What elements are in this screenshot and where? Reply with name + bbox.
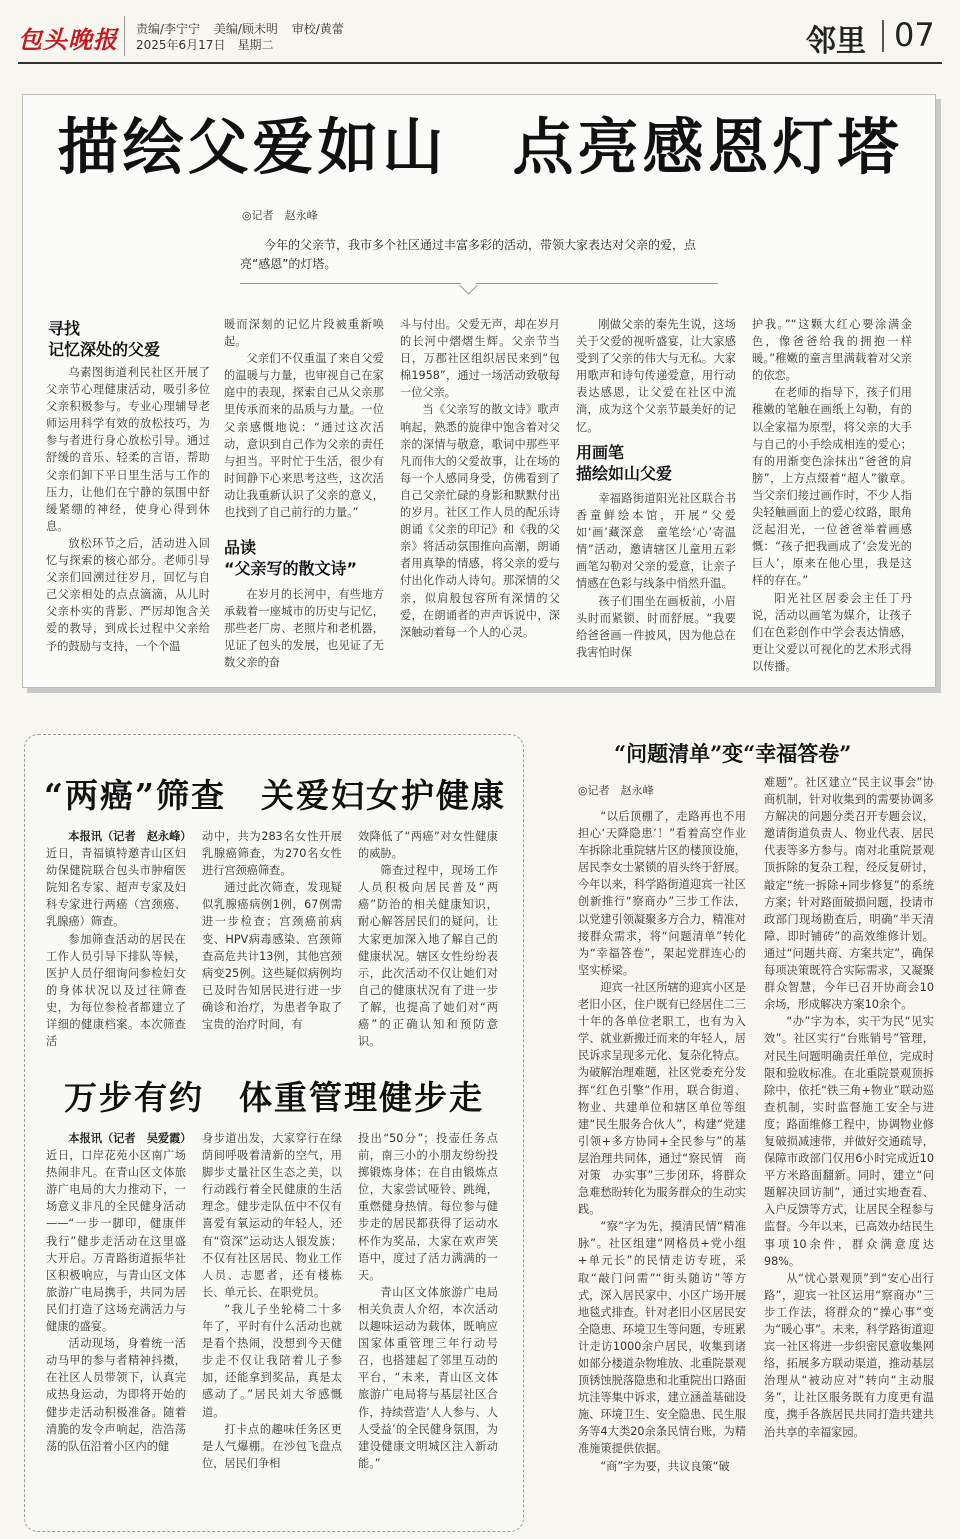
screening-col-2 [202, 828, 342, 1032]
designer-credit: 美编/顾未明 [213, 22, 278, 36]
paragraph: “商”字为要，共议良策“破 [600, 1459, 730, 1473]
issue-date: 2025年6月17日 星期二 [136, 38, 274, 52]
paragraph: 幸福路街道阳光社区联合书香童鲜绘本馆，开展“父爱如‘画’藏深意 童笔绘‘心’寄温情”活动，邀请辖区儿童用五彩画笔勾勒对父亲的爱意，让亲子情感在色彩与线条中悄然升温。 [576, 492, 736, 591]
walk-article-title: 万步有约 体重管理健步走 [64, 1078, 484, 1117]
paragraph: 从“忧心景观顶”到“安心出行路”，迎宾一社区运用“察商办”三步工作法，将群众的“操心事”变为“暖心事”。未来，科学路街道迎宾一社区将进一步织密民意收集网络，拓展多方联动渠道，推动基层治理从“被动应对”转向“主动服务”，让社区服务既有力度更有温度，携手各族居民共同打造共建共治共享的幸福家园。 [764, 1271, 934, 1439]
report-lead: 本报讯（记者 赵永峰） [68, 830, 192, 843]
paragraph: “我儿子坐轮椅二十多年了，平时有什么活动也就是看个热闹，没想到今天健步走不仅让我陪着儿子参加，还能拿到奖品，真是太感动了。”居民刘大爷感慨道。 [202, 1302, 342, 1419]
subhead-prose: 品读 “父亲写的散文诗” [224, 538, 358, 578]
paragraph: 孩子们围坐在画板前，小眉头时而紧锁、时而舒展。“我要给爸爸画一件披风，因为他总在我害怕时保 [576, 594, 736, 659]
paragraph: 护我。”“这颗大红心要涂满金色，像爸爸给我的拥抱一样暖。”稚嫩的童言里满载着对父亲的依恋。 [752, 318, 912, 383]
paragraph: 刚做父亲的秦先生说，这场关于父爱的视听盛宴，让大家感受到了父亲的伟大与无私。大家用歌声和诗句传递爱意，用行动表达感恩，让父爱在社区中流淌，成为这个父亲节最美好的记忆。 [576, 318, 736, 434]
paragraph: 难题”。社区建立“民主议事会”协商机制，针对收集到的需要协调多方解决的问题分类召开专题会议，邀请街道负责人、物业代表、居民代表等多方参与。南对北重院景观顶拆除的复杂工程，经反复研讨，敲定“统一拆除+同步修复”的系统方案；针对路面破损问题，投请市政部门现场勘查后，明确“半天清障、即时铺砖”的高效维修计划。通过“问题共商、方案共定”，确保每项决策既符合实际需求，又凝聚群众智慧，今年已召开协商会10余场，形成解决方案10余个。 [764, 776, 934, 1012]
report-lead: 本报讯（记者 吴爱霞） [68, 1132, 192, 1145]
paragraph: 放松环节之后，活动进入回忆与探索的核心部分。老师引导父亲们回溯过往岁月，回忆与自己父亲相处的点点滴滴，从儿时父亲朴实的背影、严厉却饱含关爱的教导，到成长过程中父亲给予的鼓励与支持，一个个温 [46, 536, 210, 653]
governance-article-title: “问题清单”变“幸福答卷” [614, 741, 852, 766]
paragraph: 迎宾一社区所辖的迎宾小区是老旧小区，住户既有已经居住二三十年的各单位老职工，也有为入学、就业新搬迁而来的年轻人，居民诉求呈现多元化、复杂化特点。为破解治理难题，社区党委充分发挥“红色引擎”作用，联合街道、物业、共建单位和辖区单位等组建“民生服务合伙人”，构建“党建引领+多方协同+全民参与”的基层治理共同体，通过“察民情 商对策 办实事”三步闭环，将群众急难愁盼转化为服务群众的生动实践。 [578, 980, 746, 1217]
paragraph: “察”字为先，摸清民情“精准脉”。社区组建“网格员+党小组+单元长”的民情走访专班，采取“敲门问需”“街头随访”等方式，深入居民家中、小区广场开展地毯式排查。针对老旧小区居民安全隐患、环境卫生等问题，专班累计走访1000余户居民，收集到诸如部分楼道杂物堆放、北重院景观顶锈蚀脱落隐患和北重院出口路面坑洼等集中诉求，建立涵盖基础设施、环境卫生、安全隐患、民生服务等4大类20余条民情台账，为精准施策提供依据。 [578, 1220, 746, 1456]
governance-col-1 [578, 808, 746, 1514]
paragraph: 阳光社区居委会主任丁丹说，活动以画笔为媒介，让孩子们在色彩创作中学会表达情感，更让父爱以可视化的艺术形式得以传播。 [752, 591, 912, 673]
lead-col-2a [224, 316, 384, 526]
paragraph: 投出“50分”；投壶任务点前，南三小的小朋友纷纷投掷锻炼身体；在自由锻炼点位，大家尝试哑铃、跳绳，重燃健身热情。每位参与健步走的居民都获得了运动水杯作为奖品，大家在欢声笑语中，度过了活力满满的一天。 [358, 1132, 498, 1282]
paragraph: 近日，口岸花苑小区南广场热闹非凡。在青山区文体旅游广电局的大力推动下，一场意义非凡的全民健身活动——“一步一脚印，健康伴我行”健步走活动在这里盛大开启。万青路街道振华社区积极响应，与青山区文体旅游广电局携手，共同为居民们打造了这场充满活力与健康的盛宴。 [46, 1149, 186, 1334]
section-divider [882, 20, 884, 52]
paragraph: 父亲们不仅重温了来自父爱的温暖与力量，也审视自己在家庭中的表现，探索自己从父亲那里传承而来的品质与力量。一位父亲感慨地说：“通过这次活动，意识到自己作为父亲的责任与担当。平时忙于生活，很少有时间静下心来思考这些，这次活动让我重新认识了父亲的意义，也找到了自己前行的力量。” [224, 352, 384, 520]
paragraph: 动中，共为283名女性开展乳腺癌筛查，为270名女性进行宫颈癌筛查。 [202, 830, 342, 878]
lead-col-2b [224, 586, 384, 670]
newspaper-logo: 包头晚报 [18, 25, 118, 54]
masthead-credits [136, 20, 354, 37]
paragraph: 活动现场，身着统一活动马甲的参与者精神抖擞，在社区人员带领下，认真完成热身运动，为即将开始的健步走活动积极准备。随着清脆的发令声响起，浩浩荡荡的队伍沿着小区内的健 [46, 1337, 186, 1453]
paragraph: 当《父亲写的散文诗》歌声响起，熟悉的旋律中饱含着对父亲的深情与敬意，歌词中那些平凡而伟大的父爱故事，让在场的每一个人感同身受，仿佛看到了自己父亲忙碌的身影和默默付出的岁月。社区工作人员的配乐诗朗诵《父亲的印记》和《我的父亲》将活动氛围推向高潮，朗诵者用真挚的情感，将父亲的爱与付出化作动人诗句。那深情的父亲，似肩般包容所有深情的父爱，在朗诵者的声声诉说中，深深触动着每一个人的心灵。 [400, 403, 560, 639]
walk-col-1 [46, 1130, 192, 1472]
governance-col-2 [764, 774, 934, 1514]
paragraph: 通过此次筛查，发现疑似乳腺癌病例1例，67例需进一步检查；宫颈癌前病变、HPV病毒感染、宫颈筛查高危共计13例，其他宫颈病变25例。这些疑似病例均已及时告知居民进行进一步确诊和治疗，为患者争取了宝贵的治疗时间，有 [202, 881, 342, 1032]
lead-col-4b [576, 490, 736, 670]
lead-col-1 [46, 364, 210, 670]
paragraph: 在岁月的长河中，有些地方承载着一座城市的历史与记忆，那些老厂房、老照片和老机器，见证了包头的发展，也见证了无数父亲的奋 [224, 588, 384, 670]
paragraph: 暖而深刻的记忆片段被重新唤起。 [224, 318, 384, 349]
editor-credit: 责编/李宁宁 [136, 22, 201, 36]
governance-byline: ◎记者 赵永峰 [578, 784, 654, 797]
paragraph: 身步道出发，大家穿行在绿荫间呼吸着清新的空气，用脚步丈量社区生态之美，以行动践行着全民健康的生活理念。健步走队伍中不仅有喜爱有氧运动的年轻人，还有“资深”运动达人银发族；不仅有社区居民、物业工作人员、志愿者，还有楼栋长、单元长、在职党员。 [202, 1132, 342, 1299]
section-name: 邻里 [806, 24, 866, 59]
lead-col-3 [400, 316, 560, 670]
screening-article-title: “两癌”筛查 关爱妇女护健康 [44, 776, 506, 815]
lead-article-byline: ◎记者 赵永峰 [242, 209, 318, 222]
walk-col-3 [358, 1130, 498, 1472]
lead-col-4a [576, 316, 736, 434]
masthead-rule [18, 62, 942, 64]
proofreader-credit: 审校/黄蕾 [291, 22, 344, 36]
paragraph: 近日，青福镇特邀青山区妇幼保健院联合包头市肿瘤医院知名专家、超声专家及妇科专家进行两癌（宫颈癌、乳腺癌）筛查。 [46, 847, 186, 929]
screening-col-3 [358, 828, 498, 1049]
screening-col-1 [46, 828, 192, 1049]
paragraph: 乌素图街道利民社区开展了父亲节心理健康活动，吸引多位父亲积极参与。专业心理辅导老师运用科学有效的放松技巧，为参与者进行身心放松引导。通过舒缓的音乐、轻柔的言语，帮助父亲们卸下平日里生活与工作的压力，让他们在宁静的氛围中舒缓紧绷的神经，使身心得到休息。 [46, 366, 210, 533]
paragraph: 打卡点的趣味任务区更是人气爆棚。在沙包飞盘点位，居民们争相 [202, 1422, 342, 1470]
paragraph: 筛查过程中，现场工作人员积极向居民普及“两癌”防治的相关健康知识，耐心解答居民们的疑问，让大家更加深入地了解自己的健康状况。辖区女性纷纷表示，此次活动不仅让她们对自己的健康状况有了进一步了解，也提高了她们对“两癌”的正确认知和预防意识。 [358, 864, 498, 1049]
page-number: 07 [894, 16, 935, 54]
walk-col-2 [202, 1130, 342, 1472]
paragraph: “以后顶棚了，走路再也不用担心‘天降隐患’！”看着高空作业车拆除北重院辖片区的楼顶设施，居民李女士紧锁的眉头终于舒展。今年以来，科学路街道迎宾一社区创新推行“察商办”三步工作法，以党建引领凝聚多方合力，精准对接群众需求，将“问题清单”转化为“幸福答卷”，架起党群连心的坚实桥梁。 [578, 810, 746, 977]
subhead-memory: 寻找 记忆深处的父爱 [48, 319, 161, 359]
lead-article-intro: 今年的父亲节，我市多个社区通过丰富多彩的活动，带领大家表达对父亲的爱，点亮“感恩”的灯塔。 [240, 238, 697, 271]
subhead-painting: 用画笔 描绘如山父爱 [576, 443, 673, 483]
lead-col-5 [752, 316, 912, 673]
paragraph: 参加筛查活动的居民在工作人员引导下排队等候，医护人员仔细询问参检妇女的身体状况以及过往筛查史，为每位参检者都建立了详细的健康档案。本次筛查活 [46, 932, 186, 1049]
lead-article-title: 描绘父爱如山 点亮感恩灯塔 [57, 112, 903, 183]
paragraph: 青山区文体旅游广电局相关负责人介绍，本次活动以趣味运动为载体，既响应国家体重管理三年行动号召，也搭建起了邻里互动的平台，“未来，青山区文体旅游广电局将与基层社区合作，持续营造‘人人参与、人人受益’的全民健身氛围，为建设健康文明城区注入新动能。” [358, 1285, 498, 1470]
paragraph: “办”字为本，实干为民“见实效”。社区实行“台账销号”管理，对民生问题明确责任单位，完成时限和验收标准。在北重院景观顶拆除中，依托“铁三角+物业”联动巡查机制，实时监督施工安全与进度；路面维修工程中，协调物业修复破损减速带，并做好交通疏导，保障市政部门仅用6小时完成近10平方米路面翻新。同时，建立“问题解决回访制”，通过实地查看、入户反馈等方式，让居民全程参与监督。今年以来，已高效办结民生事项10余件，群众满意度达98%。 [764, 1015, 934, 1268]
paragraph: 效降低了“两癌”对女性健康的威胁。 [358, 830, 498, 861]
paragraph: 斗与付出。父爱无声，却在岁月的长河中熠熠生辉。父亲节当日，万郡社区组织居民来到“包棉1958”，通过一场活动致敬每一位父亲。 [400, 318, 560, 400]
paragraph: 在老师的指导下，孩子们用稚嫩的笔触在画纸上勾勒，有的以全家福为原型，将父亲的大手与自己的小手绘成相连的爱心；有的用渐变色涂抹出“爸爸的肩膀”，上方点缀着“超人”徽章。当父亲们接过画作时，不少人指尖轻触画面上的爱心纹路，眼角泛起泪光，一位爸爸举着画感慨：“孩子把我画成了‘会发光的巨人’，原来在他心里，我是这样的存在。” [752, 386, 912, 588]
intro-rule [240, 283, 718, 284]
masthead-divider [124, 16, 125, 56]
